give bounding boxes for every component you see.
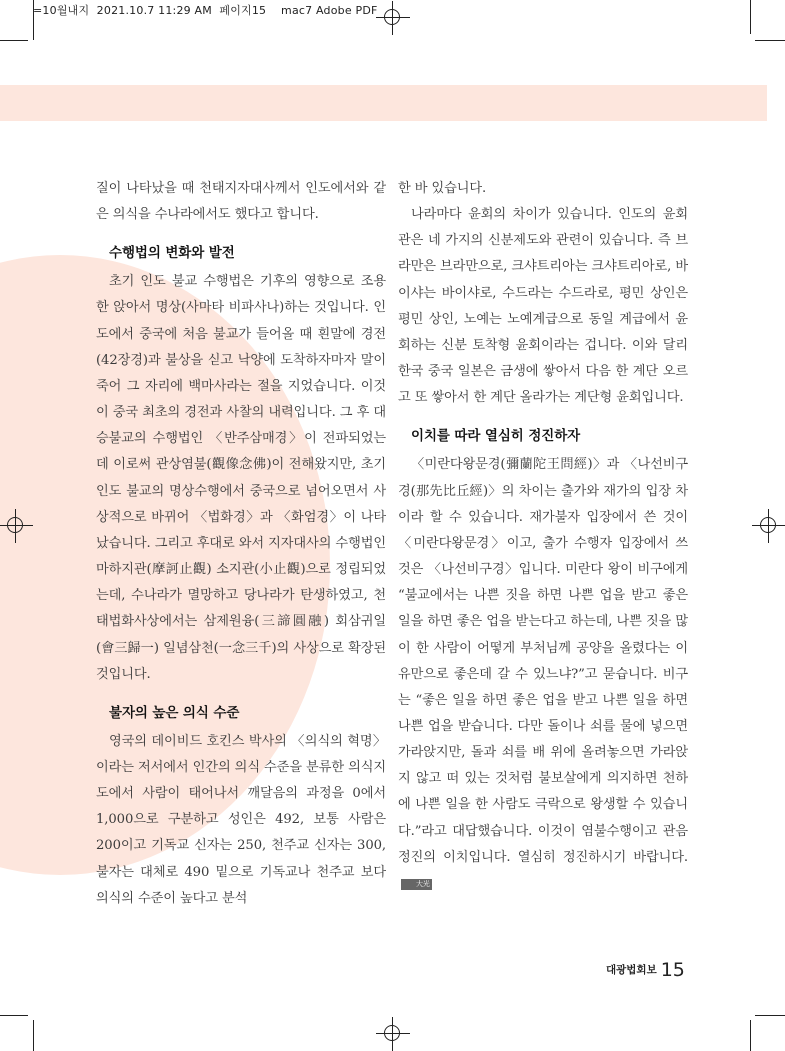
crop-mark: [750, 1020, 751, 1051]
section-heading: 이치를 따라 열심히 정진하자: [411, 428, 581, 445]
end-mark-seal: 大光: [401, 879, 432, 890]
registration-mark: [752, 509, 785, 543]
crop-mark: [33, 1020, 34, 1051]
body-paragraph: 질이 나타났을 때 천태지자대사께서 인도에서와 같은 의식을 수나라에서도 했다고 합니다.: [96, 181, 386, 223]
registration-mark: [0, 509, 33, 543]
registration-mark: [376, 1, 410, 35]
right-column: [398, 176, 688, 897]
left-column: [96, 176, 386, 912]
body-paragraph: 한 바 있습니다.: [398, 181, 487, 196]
section-heading: 불자의 높은 의식 수준: [109, 704, 240, 721]
crop-mark: [0, 40, 28, 41]
crop-mark: [0, 1015, 28, 1016]
crop-mark: [750, 0, 751, 34]
publication-name: 대광법회보: [606, 964, 657, 976]
body-paragraph: 나라마다 윤회의 차이가 있습니다. 인도의 윤회관은 네 가지의 신분제도와 관련이 있습니다. 즉 브라만은 브라만으로, 크샤트리아는 크샤트리아로, 바이샤는 바이샤로, 수드라는 수드라로, 평민 상인은 평민 상인, 노예는 노예계급으로 동일 계급에서 윤회하는 신분 토착형 윤회이라는 겁니다. 이와 달리 한국 중국 일본은 금생에 쌓아서 다음 한 계단 오르고 또 쌓아서 한 계단 올라가는 계단형 윤회입니다.: [398, 207, 688, 406]
body-paragraph: 〈미란다왕문경(彌蘭陀王問經)〉과 〈나선비구경(那先比丘經)〉의 차이는 출가와 재가의 입장 차이라 할 수 있습니다. 재가불자 입장에서 쓴 것이 〈미란다왕문경〉이고, 출가 수행자 입장에서 쓰 것은 〈나선비구경〉입니다. 미란다 왕이 비구에게 “불교에서는 나쁜 짓을 하면 나쁜 업을 받고 좋은 일을 하면 좋은 업을 받는다고 하는데, 나쁜 짓을 많이 한 사람이 어떻게 부처님께 공양을 올렸다는 이유만으로 좋은데 갈 수 있느냐?”고 묻습니다. 비구는 “좋은 일을 하면 좋은 업을 받고 나쁜 일을 하면 나쁜 업을 받습니다. 다만 돌이나 쇠를 물에 넣으면 가라앉지만, 돌과 쇠를 배 위에 올려놓으면 가라앉지 않고 떠 있는 것처럼 불보살에게 의지하면 천하에 나쁜 일을 한 사람도 극락으로 왕생할 수 있습니다.”라고 대답했습니다. 이것이 염불수행이고 관음정진의 이치입니다. 열심히 정진하시기 바랍니다.大光: [398, 457, 688, 888]
print-slug: =10월내지 2021.10.7 11:29 AM 페이지15 mac7 Adobe PDF: [33, 4, 378, 17]
section-heading: 수행법의 변화와 발전: [109, 245, 235, 262]
header-band: [0, 85, 767, 121]
page-number: 15: [660, 959, 685, 981]
body-paragraph: 영국의 데이비드 호킨스 박사의 〈의식의 혁명〉이라는 저서에서 인간의 의식 수준을 분류한 의식지도에서 사람이 태어나서 깨달음의 과정을 0에서 1,000으로 구분하고 성인은 492, 보통 사람은 200이고 기독교 신자는 250, 천주교 신자는 300, 불자는 대체로 490 밑으로 기독교나 천주교 보다 의식의 수준이 높다고 분석: [96, 733, 386, 906]
registration-mark: [376, 1017, 410, 1051]
crop-mark: [755, 1015, 785, 1016]
crop-mark: [755, 40, 785, 41]
page-footer: [606, 959, 685, 981]
body-paragraph: 초기 인도 불교 수행법은 기후의 영향으로 조용한 앉아서 명상(사마타 비파사나)하는 것입니다. 인도에서 중국에 처음 불교가 들어올 때 흰말에 경전(42장경)과 불상을 싣고 낙양에 도착하자마자 말이 죽어 그 자리에 백마사라는 절을 지었습니다. 이것이 중국 최초의 경전과 사찰의 내력입니다. 그 후 대승불교의 수행법인 〈반주삼매경〉이 전파되었는데 이로써 관상염불(觀像念佛)이 전해왔지만, 초기 인도 불교의 명상수행에서 중국으로 넘어오면서 사상적으로 바뀌어 〈법화경〉과 〈화엄경〉이 나타났습니다. 그리고 후대로 와서 지자대사의 수행법인 마하지관(摩訶止觀) 소지관(小止觀)으로 정립되었는데, 수나라가 멸망하고 당나라가 탄생하였고, 천태법화사상에서는 삼제원융(三諦圓融) 회삼귀일(會三歸一) 일념삼천(一念三千)의 사상으로 확장된 것입니다.: [96, 274, 386, 682]
